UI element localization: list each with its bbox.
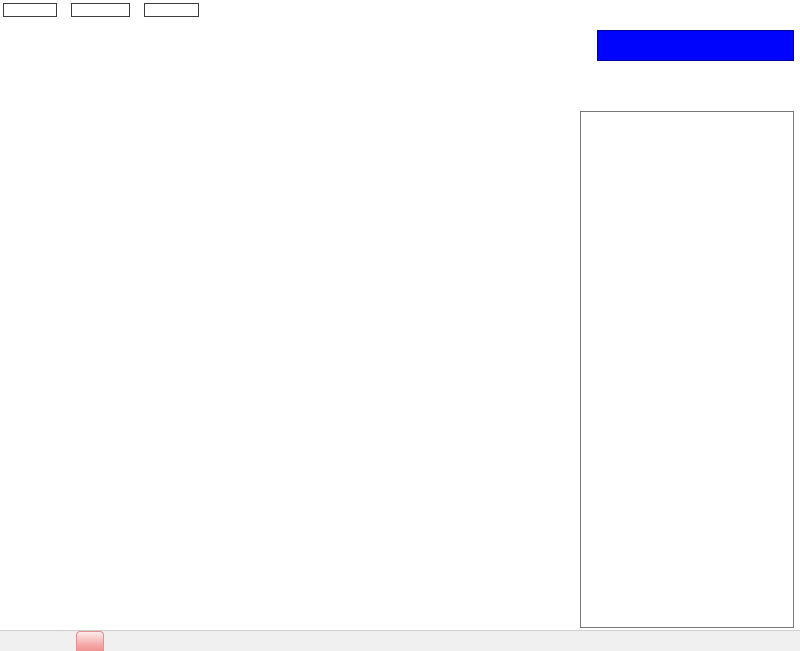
- notes-panel: [580, 111, 794, 628]
- sheet-tab-bar: [0, 630, 800, 651]
- sheet-tab-2026-2027[interactable]: [76, 631, 104, 651]
